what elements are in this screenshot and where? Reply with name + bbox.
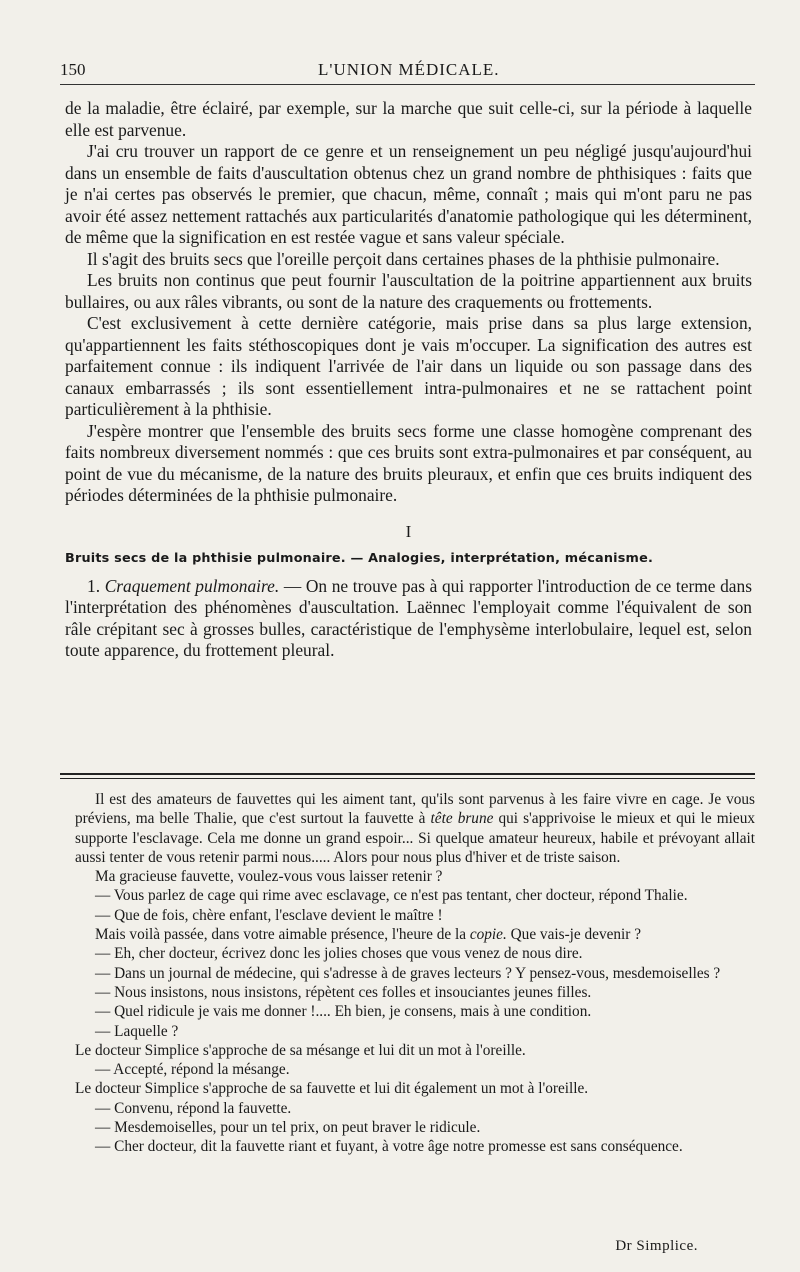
page-number: 150 (60, 60, 86, 79)
feuilleton-rule-thin (60, 778, 755, 779)
header-rule (60, 84, 755, 85)
text-run: qui s'apprivoise le mieux et qui le mieux supporte l'esclavage. Cela me donne un grand espoir... Si quelque amateur heureux, habile et prévoyant allait aussi tenter de vous retenir parmi nous..... Alors pour nous plus d'hiver et de triste saison. (75, 810, 756, 866)
section-heading: Bruits secs de la phthisie pulmonaire. — Analogies, interprétation, mécanisme. (65, 551, 654, 566)
signature: Dr Simplice. (615, 1238, 698, 1254)
text-run: Mais voilà passée, dans votre aimable présence, l'heure de la (95, 926, 467, 944)
article-paragraph: de la maladie, être éclairé, par exemple, sur la marche que suit celle-ci, sur la période à laquelle elle est parvenue. (65, 98, 752, 140)
article-paragraph: Les bruits non continus que peut fournir l'auscultation de la poitrine appartiennent aux bruits bullaires, ou aux râles vibrants, ou sont de la nature des craquements ou frottements. (65, 270, 752, 312)
feuilleton-paragraph: — Convenu, répond la fauvette. (95, 1099, 292, 1117)
section-number: I (405, 521, 412, 541)
term-italic: copie. (469, 926, 507, 944)
text-run: Il est des amateurs de fauvettes qui les aiment tant, qu'ils sont parvenus à les faire vivre en cage. Je vous préviens, ma belle Thalie, que c'est surtout la fauvette à (75, 791, 755, 828)
feuilleton-paragraph: — Laquelle ? (95, 1022, 179, 1040)
paragraph-text: — On ne trouve pas à qui rapporter l'introduction de ce terme dans l'interprétation des phénomènes d'auscultation. Laënnec l'employait comme l'équivalent de son râle crépitant sec à grosses bulles, caractéristique de l'emphysème interlobulaire, lequel est, selon toute apparence, du frottement pleural. (65, 575, 752, 660)
article-paragraph: J'ai cru trouver un rapport de ce genre et un renseignement un peu négligé jusqu'aujourd'hui dans un ensemble de faits d'auscultation obtenus chez un grand nombre de phthisiques : faits que je n'ai certes pas observés le premier, que chacun, même, connaît ; mais qui m'ont paru ne pas avoir été assez nettement rattachés aux particularités d'anatomie pathologique qui les déterminent, de même que la signification en est restée vague et sans valeur spéciale. (65, 141, 752, 247)
term-italic: Craquement pulmonaire. (104, 575, 280, 596)
feuilleton-rule-thick (60, 773, 755, 775)
feuilleton (75, 790, 755, 1157)
feuilleton-paragraph: — Eh, cher docteur, écrivez donc les jolies choses que vous venez de nous dire. (95, 945, 583, 963)
text-run: Que vais-je devenir ? (510, 926, 642, 944)
feuilleton-paragraph: Le docteur Simplice s'approche de sa fauvette et lui dit également un mot à l'oreille. (75, 1080, 589, 1098)
term-italic: tête brune (430, 810, 494, 828)
article-body (65, 98, 752, 662)
feuilleton-paragraph (75, 925, 755, 944)
item-number: 1. (87, 575, 101, 596)
article-paragraph: J'espère montrer que l'ensemble des bruits secs forme une classe homogène comprenant des faits nombreux diversement nommés : que ces bruits sont extra-pulmonaires et par conséquent, au point de vue du mécanisme, de la nature des bruits pleuraux, et enfin que ces bruits indiquent des périodes déterminées de la phthisie pulmonaire. (65, 420, 752, 505)
feuilleton-paragraph: — Cher docteur, dit la fauvette riant et fuyant, à votre âge notre promesse est sans conséquence. (95, 1138, 683, 1156)
journal-title: L'UNION MÉDICALE. (318, 60, 500, 79)
feuilleton-paragraph: — Quel ridicule je vais me donner !.... Eh bien, je consens, mais à une condition. (95, 1003, 592, 1021)
feuilleton-paragraph: — Mesdemoiselles, pour un tel prix, on peut braver le ridicule. (95, 1119, 481, 1137)
feuilleton-paragraph: — Vous parlez de cage qui rime avec esclavage, ce n'est pas tentant, cher docteur, répond Thalie. (95, 887, 688, 905)
feuilleton-paragraph: — Que de fois, chère enfant, l'esclave devient le maître ! (95, 906, 443, 924)
feuilleton-paragraph: — Dans un journal de médecine, qui s'adresse à de graves lecteurs ? Y pensez-vous, mesdemoiselles ? (95, 964, 721, 982)
feuilleton-paragraph: — Nous insistons, nous insistons, répètent ces folles et insouciantes jeunes filles. (95, 983, 592, 1001)
article-paragraph: Il s'agit des bruits secs que l'oreille perçoit dans certaines phases de la phthisie pulmonaire. (87, 248, 720, 269)
feuilleton-paragraph (75, 790, 755, 867)
feuilleton-paragraph: — Accepté, répond la mésange. (95, 1061, 290, 1079)
article-paragraph (65, 576, 752, 662)
article-paragraph: C'est exclusivement à cette dernière catégorie, mais prise dans sa plus large extension, qu'appartiennent les faits stéthoscopiques dont je vais m'occuper. La signification des autres est parfaitement connue : ils indiquent l'arrivée de l'air dans un liquide ou son passage dans des canaux embarrassés ; ils sont essentiellement intra-pulmonaires et ne se rattachent point particulièrement à la phthisie. (65, 313, 752, 419)
feuilleton-paragraph: Le docteur Simplice s'approche de sa mésange et lui dit un mot à l'oreille. (75, 1041, 526, 1059)
feuilleton-paragraph: Ma gracieuse fauvette, voulez-vous vous laisser retenir ? (95, 868, 443, 886)
running-head (60, 56, 755, 84)
